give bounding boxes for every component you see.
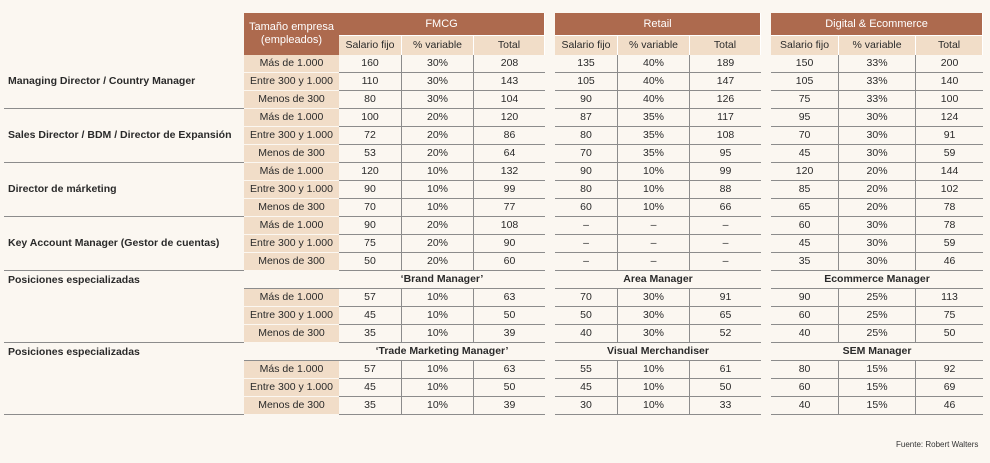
group-header-2: Digital & Ecommerce <box>771 13 983 35</box>
value-cell: 25% <box>839 307 916 325</box>
column-gap <box>761 397 771 415</box>
value-cell: 50 <box>339 253 402 271</box>
position-title: ‘Trade Marketing Manager’ <box>339 343 545 361</box>
value-cell: 35 <box>339 397 402 415</box>
value-cell: 85 <box>771 181 839 199</box>
value-cell: 63 <box>474 289 545 307</box>
column-gap <box>545 109 555 127</box>
company-size-label: Tamaño empresa <box>249 21 334 33</box>
value-cell: 124 <box>916 109 983 127</box>
value-cell: 33% <box>839 91 916 109</box>
column-gap <box>545 145 555 163</box>
value-cell: 90 <box>339 181 402 199</box>
value-cell: 10% <box>402 379 474 397</box>
value-cell: 75 <box>339 235 402 253</box>
value-cell: 80 <box>771 361 839 379</box>
value-cell: 20% <box>839 181 916 199</box>
size-label: Menos de 300 <box>244 91 339 109</box>
size-label: Entre 300 y 1.000 <box>244 127 339 145</box>
value-cell: 39 <box>474 397 545 415</box>
size-label: Menos de 300 <box>244 145 339 163</box>
value-cell: 90 <box>555 163 618 181</box>
value-cell: 80 <box>555 127 618 145</box>
value-cell: 113 <box>916 289 983 307</box>
value-cell: 88 <box>690 181 761 199</box>
value-cell: 30% <box>618 307 690 325</box>
column-gap <box>761 73 771 91</box>
column-gap <box>545 379 555 397</box>
value-cell: 40% <box>618 73 690 91</box>
value-cell: 15% <box>839 379 916 397</box>
value-cell: 57 <box>339 289 402 307</box>
value-cell: – <box>690 217 761 235</box>
company-size-unit: (empleados) <box>260 34 323 46</box>
value-cell: 30% <box>839 253 916 271</box>
column-gap <box>761 199 771 217</box>
value-cell: 10% <box>402 199 474 217</box>
value-cell: 59 <box>916 145 983 163</box>
column-gap <box>545 163 555 181</box>
column-gap <box>761 325 771 343</box>
value-cell: 10% <box>402 181 474 199</box>
table-row <box>4 217 983 235</box>
value-cell: 52 <box>690 325 761 343</box>
size-label: Entre 300 y 1.000 <box>244 307 339 325</box>
value-cell: 63 <box>474 361 545 379</box>
position-title: ‘Brand Manager’ <box>339 271 545 289</box>
value-cell: 45 <box>339 307 402 325</box>
value-cell: 45 <box>339 379 402 397</box>
subcolumn-header: Salario fijo <box>339 35 402 55</box>
value-cell: – <box>555 235 618 253</box>
header-blank <box>4 35 244 55</box>
value-cell: 35 <box>771 253 839 271</box>
value-cell: 104 <box>474 91 545 109</box>
column-gap <box>545 361 555 379</box>
value-cell: 95 <box>771 109 839 127</box>
column-gap <box>545 235 555 253</box>
value-cell: 45 <box>771 235 839 253</box>
value-cell: – <box>555 253 618 271</box>
value-cell: 20% <box>402 127 474 145</box>
column-gap <box>761 13 771 35</box>
header-sub-row <box>4 35 983 55</box>
value-cell: 80 <box>339 91 402 109</box>
value-cell: 30% <box>618 289 690 307</box>
role-label: Posiciones especializadas <box>8 345 140 358</box>
value-cell: 86 <box>474 127 545 145</box>
value-cell: 200 <box>916 55 983 73</box>
position-title: Area Manager <box>555 271 761 289</box>
value-cell: 30% <box>618 325 690 343</box>
value-cell: 100 <box>339 109 402 127</box>
value-cell: – <box>618 235 690 253</box>
column-gap <box>545 199 555 217</box>
column-gap <box>761 307 771 325</box>
value-cell: 126 <box>690 91 761 109</box>
size-blank <box>244 343 339 361</box>
value-cell: 110 <box>339 73 402 91</box>
value-cell: 60 <box>555 199 618 217</box>
value-cell: – <box>618 253 690 271</box>
column-gap <box>545 91 555 109</box>
value-cell: 135 <box>555 55 618 73</box>
size-label: Entre 300 y 1.000 <box>244 379 339 397</box>
value-cell: 100 <box>916 91 983 109</box>
group-header-0: FMCG <box>339 13 545 35</box>
value-cell: 20% <box>402 145 474 163</box>
header-blank <box>4 13 244 35</box>
value-cell: 99 <box>690 163 761 181</box>
value-cell: 30% <box>839 127 916 145</box>
column-gap <box>761 91 771 109</box>
column-gap <box>545 307 555 325</box>
value-cell: 10% <box>402 325 474 343</box>
value-cell: 50 <box>555 307 618 325</box>
table-row <box>4 361 983 379</box>
value-cell: 69 <box>916 379 983 397</box>
value-cell: 108 <box>474 217 545 235</box>
column-gap <box>545 253 555 271</box>
value-cell: 33 <box>690 397 761 415</box>
column-gap <box>545 343 555 361</box>
source-note: Fuente: Robert Walters <box>896 440 979 449</box>
value-cell: 92 <box>916 361 983 379</box>
value-cell: 20% <box>402 253 474 271</box>
table-row <box>4 109 983 127</box>
column-gap <box>761 127 771 145</box>
value-cell: 105 <box>771 73 839 91</box>
value-cell: 90 <box>771 289 839 307</box>
position-title: Visual Merchandiser <box>555 343 761 361</box>
value-cell: 144 <box>916 163 983 181</box>
value-cell: 50 <box>474 379 545 397</box>
value-cell: 208 <box>474 55 545 73</box>
value-cell: 91 <box>690 289 761 307</box>
value-cell: – <box>618 217 690 235</box>
value-cell: 25% <box>839 289 916 307</box>
value-cell: 20% <box>839 163 916 181</box>
value-cell: 147 <box>690 73 761 91</box>
subcolumn-header: % variable <box>618 35 690 55</box>
column-gap <box>545 325 555 343</box>
value-cell: 20% <box>402 217 474 235</box>
value-cell: 10% <box>402 397 474 415</box>
value-cell: 10% <box>618 199 690 217</box>
value-cell: 35% <box>618 127 690 145</box>
position-title: Ecommerce Manager <box>771 271 983 289</box>
value-cell: 33% <box>839 55 916 73</box>
value-cell: 66 <box>690 199 761 217</box>
value-cell: 40 <box>771 397 839 415</box>
role-label: Key Account Manager (Gestor de cuentas) <box>4 217 244 271</box>
size-label: Entre 300 y 1.000 <box>244 235 339 253</box>
header-group-row <box>4 13 983 35</box>
subcolumn-header: % variable <box>402 35 474 55</box>
value-cell: 40 <box>555 325 618 343</box>
value-cell: 70 <box>555 145 618 163</box>
value-cell: 143 <box>474 73 545 91</box>
column-gap <box>545 127 555 145</box>
value-cell: 15% <box>839 397 916 415</box>
column-gap <box>761 145 771 163</box>
value-cell: 65 <box>771 199 839 217</box>
column-gap <box>761 55 771 73</box>
value-cell: 30 <box>555 397 618 415</box>
column-gap <box>545 289 555 307</box>
value-cell: 30% <box>839 109 916 127</box>
size-label: Más de 1.000 <box>244 361 339 379</box>
value-cell: 120 <box>771 163 839 181</box>
value-cell: 50 <box>916 325 983 343</box>
value-cell: 72 <box>339 127 402 145</box>
value-cell: 75 <box>771 91 839 109</box>
group-header-1: Retail <box>555 13 761 35</box>
value-cell: 33% <box>839 73 916 91</box>
column-gap <box>761 343 771 361</box>
value-cell: 10% <box>402 307 474 325</box>
column-gap <box>761 271 771 289</box>
value-cell: 60 <box>771 217 839 235</box>
value-cell: 10% <box>402 163 474 181</box>
role-blank <box>4 289 244 343</box>
table-row <box>4 163 983 181</box>
column-gap <box>761 217 771 235</box>
size-label: Menos de 300 <box>244 253 339 271</box>
value-cell: 90 <box>474 235 545 253</box>
column-gap <box>545 217 555 235</box>
size-blank <box>244 271 339 289</box>
value-cell: 70 <box>339 199 402 217</box>
value-cell: 78 <box>916 199 983 217</box>
value-cell: 10% <box>618 181 690 199</box>
value-cell: 30% <box>402 55 474 73</box>
column-gap <box>545 181 555 199</box>
value-cell: 70 <box>771 127 839 145</box>
column-gap <box>761 379 771 397</box>
value-cell: 55 <box>555 361 618 379</box>
value-cell: – <box>690 235 761 253</box>
value-cell: 99 <box>474 181 545 199</box>
value-cell: 120 <box>339 163 402 181</box>
value-cell: 46 <box>916 397 983 415</box>
value-cell: 10% <box>618 397 690 415</box>
column-gap <box>545 73 555 91</box>
company-size-header <box>244 13 339 55</box>
value-cell: 60 <box>474 253 545 271</box>
specialized-title-row <box>4 271 983 289</box>
value-cell: 57 <box>339 361 402 379</box>
value-cell: 102 <box>916 181 983 199</box>
value-cell: 50 <box>690 379 761 397</box>
value-cell: 30% <box>402 73 474 91</box>
value-cell: 140 <box>916 73 983 91</box>
value-cell: 75 <box>916 307 983 325</box>
value-cell: 30% <box>839 235 916 253</box>
value-cell: 50 <box>474 307 545 325</box>
specialized-title-row <box>4 343 983 361</box>
value-cell: 117 <box>690 109 761 127</box>
value-cell: 10% <box>402 361 474 379</box>
value-cell: 91 <box>916 127 983 145</box>
value-cell: – <box>690 253 761 271</box>
size-label: Menos de 300 <box>244 397 339 415</box>
role-label: Director de márketing <box>4 163 244 217</box>
value-cell: 70 <box>555 289 618 307</box>
value-cell: 189 <box>690 55 761 73</box>
column-gap <box>761 35 771 55</box>
value-cell: 30% <box>402 91 474 109</box>
size-label: Menos de 300 <box>244 199 339 217</box>
size-label: Entre 300 y 1.000 <box>244 73 339 91</box>
size-label: Entre 300 y 1.000 <box>244 181 339 199</box>
value-cell: 90 <box>339 217 402 235</box>
column-gap <box>761 181 771 199</box>
value-cell: 40 <box>771 325 839 343</box>
column-gap <box>761 289 771 307</box>
value-cell: 35% <box>618 145 690 163</box>
value-cell: 60 <box>771 379 839 397</box>
subcolumn-header: Salario fijo <box>555 35 618 55</box>
value-cell: 78 <box>916 217 983 235</box>
subcolumn-header: Salario fijo <box>771 35 839 55</box>
column-gap <box>545 397 555 415</box>
value-cell: 15% <box>839 361 916 379</box>
subcolumn-header: % variable <box>839 35 916 55</box>
value-cell: 95 <box>690 145 761 163</box>
value-cell: 30% <box>839 145 916 163</box>
role-label: Sales Director / BDM / Director de Expansión <box>4 109 244 163</box>
value-cell: 10% <box>402 289 474 307</box>
column-gap <box>761 109 771 127</box>
value-cell: 20% <box>402 235 474 253</box>
value-cell: – <box>555 217 618 235</box>
value-cell: 20% <box>839 199 916 217</box>
role-label: Posiciones especializadas <box>8 273 140 286</box>
value-cell: 77 <box>474 199 545 217</box>
value-cell: 10% <box>618 361 690 379</box>
value-cell: 30% <box>839 217 916 235</box>
value-cell: 10% <box>618 163 690 181</box>
position-title: SEM Manager <box>771 343 983 361</box>
value-cell: 10% <box>618 379 690 397</box>
role-blank <box>4 361 244 415</box>
size-label: Más de 1.000 <box>244 289 339 307</box>
column-gap <box>761 361 771 379</box>
size-label: Más de 1.000 <box>244 217 339 235</box>
value-cell: 80 <box>555 181 618 199</box>
value-cell: 150 <box>771 55 839 73</box>
size-label: Menos de 300 <box>244 325 339 343</box>
value-cell: 35 <box>339 325 402 343</box>
value-cell: 87 <box>555 109 618 127</box>
value-cell: 59 <box>916 235 983 253</box>
table-row <box>4 289 983 307</box>
column-gap <box>545 13 555 35</box>
column-gap <box>545 271 555 289</box>
column-gap <box>761 163 771 181</box>
value-cell: 40% <box>618 91 690 109</box>
table-row <box>4 55 983 73</box>
salary-table <box>4 13 983 415</box>
value-cell: 132 <box>474 163 545 181</box>
value-cell: 53 <box>339 145 402 163</box>
value-cell: 25% <box>839 325 916 343</box>
value-cell: 105 <box>555 73 618 91</box>
value-cell: 40% <box>618 55 690 73</box>
value-cell: 120 <box>474 109 545 127</box>
column-gap <box>545 35 555 55</box>
value-cell: 46 <box>916 253 983 271</box>
column-gap <box>761 235 771 253</box>
value-cell: 35% <box>618 109 690 127</box>
subcolumn-header: Total <box>474 35 545 55</box>
size-label: Más de 1.000 <box>244 163 339 181</box>
value-cell: 61 <box>690 361 761 379</box>
value-cell: 45 <box>771 145 839 163</box>
value-cell: 64 <box>474 145 545 163</box>
size-label: Más de 1.000 <box>244 55 339 73</box>
value-cell: 90 <box>555 91 618 109</box>
value-cell: 108 <box>690 127 761 145</box>
subcolumn-header: Total <box>916 35 983 55</box>
value-cell: 60 <box>771 307 839 325</box>
size-label: Más de 1.000 <box>244 109 339 127</box>
column-gap <box>761 253 771 271</box>
column-gap <box>545 55 555 73</box>
value-cell: 65 <box>690 307 761 325</box>
value-cell: 160 <box>339 55 402 73</box>
value-cell: 39 <box>474 325 545 343</box>
role-label: Managing Director / Country Manager <box>4 55 244 109</box>
value-cell: 20% <box>402 109 474 127</box>
subcolumn-header: Total <box>690 35 761 55</box>
value-cell: 45 <box>555 379 618 397</box>
